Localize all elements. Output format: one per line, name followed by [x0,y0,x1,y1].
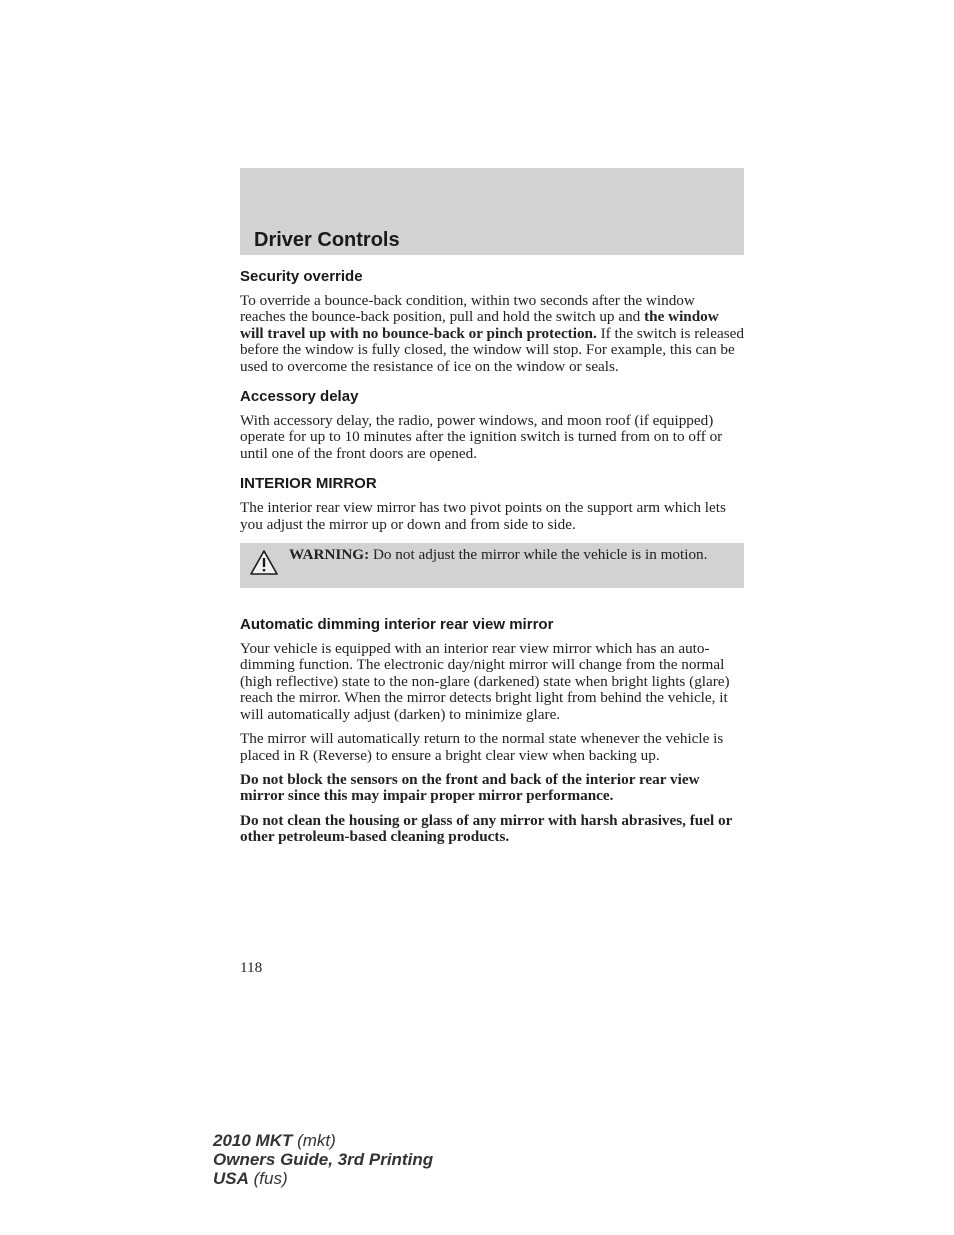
warning-box [240,543,744,588]
auto-dimming-heading: Automatic dimming interior rear view mirror [240,616,554,634]
page-content [240,267,744,858]
sensor-caution-text: Do not block the sensors on the front and back of the interior rear view mirror since this may impair proper mirror performance. [240,770,700,805]
cleaning-caution-text: Do not clean the housing or glass of any mirror with harsh abrasives, fuel or other petroleum-based cleaning products. [240,811,733,846]
footer-model: 2010 MKT [213,1131,293,1150]
auto-dimming-paragraph-4 [240,813,744,846]
auto-dimming-paragraph-2: The mirror will automatically return to the normal state whenever the vehicle is placed in R (Reverse) to ensure a bright clear view when backing up. [240,730,724,764]
warning-label: WARNING: [289,546,370,564]
footer-printing-info [213,1131,433,1188]
page-number: 118 [240,959,263,976]
security-override-bold-text: the window will travel up with no bounce-back or pinch protection. [240,308,719,342]
footer-line-1 [213,1131,433,1150]
security-override-text-a: To override a bounce-back condition, within two seconds after the window reaches the bounce-back position, pull and hold the switch up and [240,292,695,326]
warning-text [289,547,714,563]
security-override-heading: Security override [240,268,363,285]
warning-message: Do not adjust the mirror while the vehicle is in motion. [369,546,708,564]
security-override-text-b: If the switch is released before the window is fully closed, the window will stop. For example, this can be used to overcome the resistance of ice on the window or seals. [240,324,744,375]
section-banner [240,168,744,255]
warning-triangle-icon [249,549,279,576]
accessory-delay-paragraph: With accessory delay, the radio, power windows, and moon roof (if equipped) operate for up to 10 minutes after the ignition switch is turned from on to off or until one of the front doors are opened. [240,412,723,462]
accessory-delay-heading: Accessory delay [240,388,359,406]
auto-dimming-paragraph-1: Your vehicle is equipped with an interior rear view mirror which has an auto-dimming function. The electronic day/night mirror will change from the normal (high reflective) state to the non-glare (darkened) state when bright lights (glare) reach the mirror. When the mirror detects bright light from behind the vehicle, it will automatically adjust (darken) to minimize glare. [240,640,730,723]
footer-market: USA [213,1169,249,1188]
interior-mirror-paragraph: The interior rear view mirror has two pivot points on the support arm which lets you adjust the mirror up or down and from side to side. [240,499,726,533]
footer-model-code: (mkt) [292,1131,336,1150]
footer-market-code: (fus) [248,1169,288,1188]
section-title: Driver Controls [254,229,400,251]
interior-mirror-heading: INTERIOR MIRROR [240,475,377,493]
auto-dimming-paragraph-3 [240,772,744,805]
security-override-paragraph [240,293,744,375]
footer-line-3 [213,1169,433,1188]
footer-line-2: Owners Guide, 3rd Printing [213,1150,434,1169]
